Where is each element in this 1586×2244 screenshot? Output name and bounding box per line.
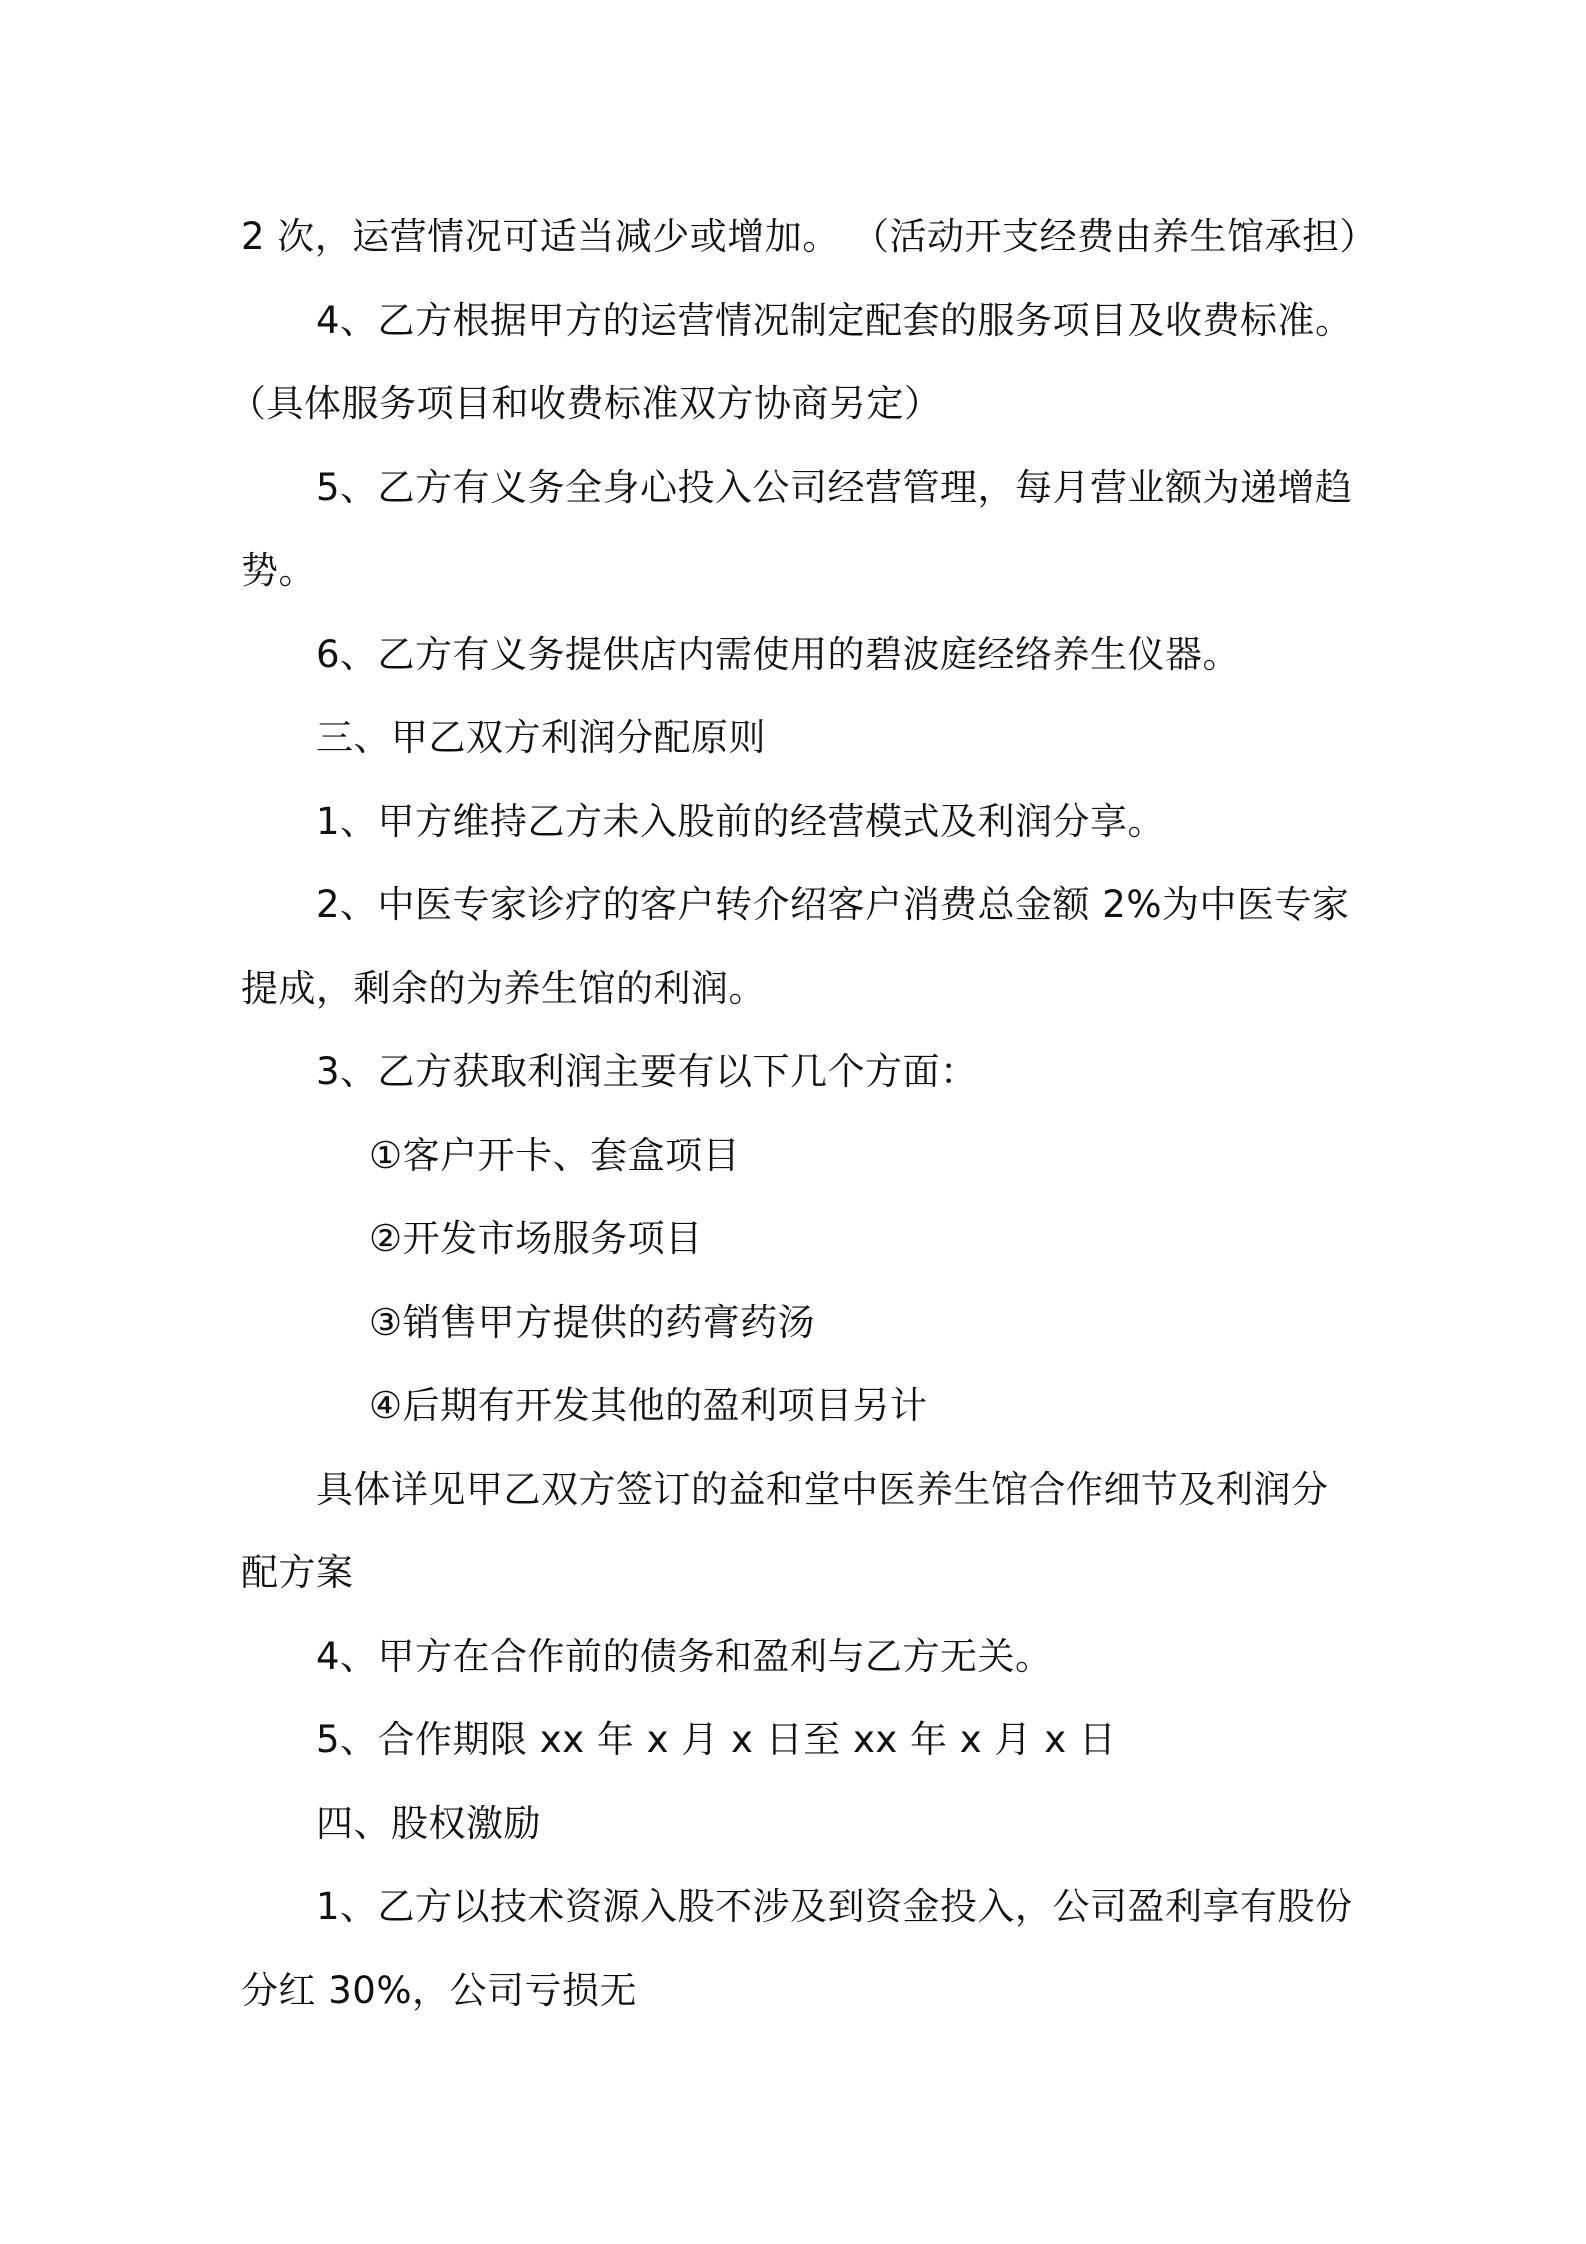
section-heading-profit-distribution: 三、甲乙双方利润分配原则 <box>316 716 766 759</box>
text-line-dividend: 分红 30%，公司亏损无 <box>241 1968 637 2012</box>
clause-6-equipment: 6、乙方有义务提供店内需使用的碧波庭经络养生仪器。 <box>316 632 1241 676</box>
text-line-trend: 势。 <box>241 549 316 592</box>
text-line-details-reference: 具体详见甲乙双方签订的益和堂中医养生馆合作细节及利润分 <box>316 1467 1329 1511</box>
clause-2-expert-commission: 2、中医专家诊疗的客户转介绍客户消费总金额 2%为中医专家 <box>316 883 1350 926</box>
clause-4-service-items: 4、乙方根据甲方的运营情况制定配套的服务项目及收费标准。 <box>316 298 1353 342</box>
list-item-medicine-sales: ③销售甲方提供的药膏药汤 <box>369 1300 816 1344</box>
text-line-activity-frequency: 2 次，运营情况可适当减少或增加。 （活动开支经费由养生馆承担） <box>241 215 1378 258</box>
text-line-commission-remainder: 提成，剩余的为养生馆的利润。 <box>241 966 766 1010</box>
list-item-card-packages: ①客户开卡、套盒项目 <box>369 1133 741 1177</box>
clause-1-business-model: 1、甲方维持乙方未入股前的经营模式及利润分享。 <box>316 799 1166 843</box>
list-item-market-services: ②开发市场服务项目 <box>369 1217 703 1260</box>
list-item-future-projects: ④后期有开发其他的盈利项目另计 <box>369 1384 928 1427</box>
document-body <box>229 195 1378 2032</box>
clause-5-cooperation-period: 5、合作期限 xx 年 x 月 x 日至 xx 年 x 月 x 日 <box>316 1718 1117 1761</box>
text-line-distribution-plan: 配方案 <box>241 1551 354 1594</box>
clause-5-management-duty: 5、乙方有义务全身心投入公司经营管理，每月营业额为递增趋 <box>316 465 1353 509</box>
clause-4-prior-debts: 4、甲方在合作前的债务和盈利与乙方无关。 <box>316 1634 1053 1678</box>
clause-3-profit-sources: 3、乙方获取利润主要有以下几个方面： <box>316 1050 978 1093</box>
text-line-service-note: （具体服务项目和收费标准双方协商另定） <box>229 382 942 425</box>
section-heading-equity-incentive: 四、股权激励 <box>316 1801 541 1845</box>
clause-1-technical-shares: 1、乙方以技术资源入股不涉及到资金投入，公司盈利享有股份 <box>316 1885 1353 1928</box>
